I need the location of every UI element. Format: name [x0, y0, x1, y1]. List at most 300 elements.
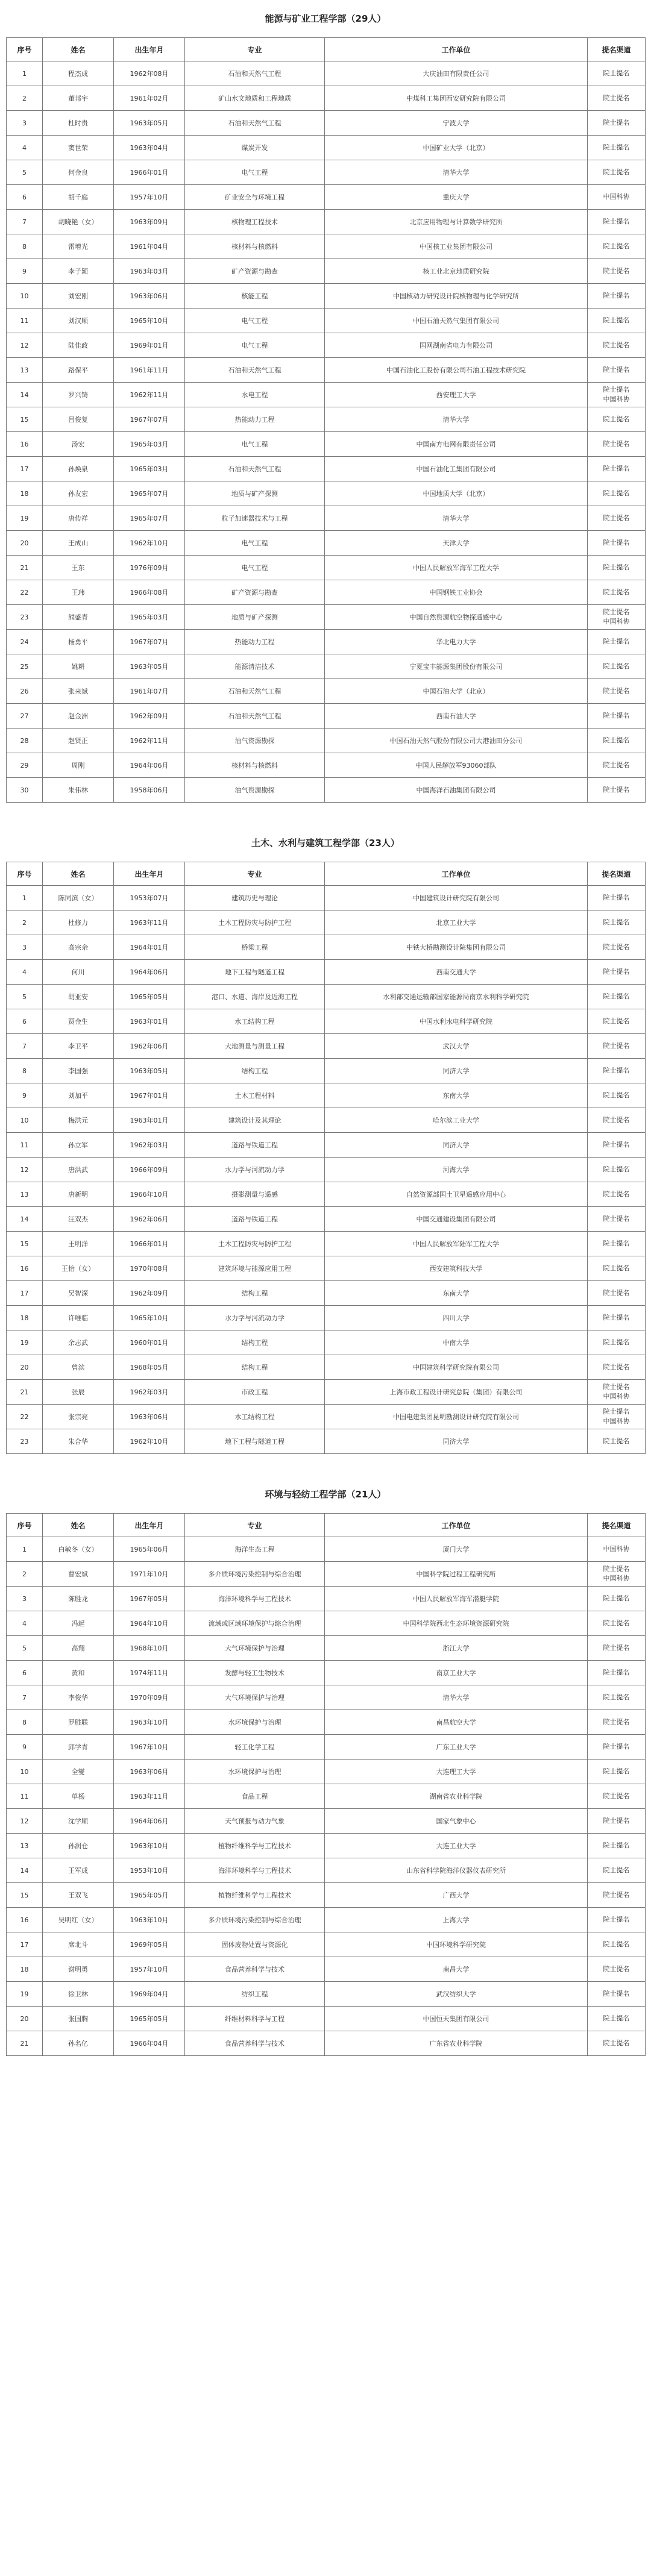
col-major: 石油和天然气工程 [185, 358, 325, 383]
col-employer: 水利部交通运输部国家能源局南京水利科学研究院 [325, 985, 588, 1009]
col-major: 热能动力工程 [185, 630, 325, 654]
col-index: 3 [7, 111, 43, 136]
col-index: 17 [7, 457, 43, 481]
col-name: 朱伟林 [43, 778, 114, 803]
col-index: 9 [7, 1735, 43, 1760]
col-name: 黄和 [43, 1661, 114, 1685]
table-row [7, 1133, 646, 1158]
col-birth: 1953年10月 [114, 1858, 185, 1883]
table-row [7, 432, 646, 457]
table-row [7, 1034, 646, 1059]
col-index: 1 [7, 61, 43, 86]
table-row [7, 531, 646, 556]
col-employer: 中国水利水电科学研究院 [325, 1009, 588, 1034]
table-row [7, 1611, 646, 1636]
col-major: 土木工程防灾与防护工程 [185, 1232, 325, 1256]
col-major: 电气工程 [185, 309, 325, 333]
col-name: 刘汉顺 [43, 309, 114, 333]
col-index: 9 [7, 259, 43, 284]
table-row [7, 136, 646, 160]
col-major: 油气资源勘探 [185, 729, 325, 753]
col-channel: 院士提名 [588, 86, 646, 111]
col-employer: 华北电力大学 [325, 630, 588, 654]
table-row [7, 1083, 646, 1108]
col-major: 食品工程 [185, 1784, 325, 1809]
col-channel: 院士提名 中国科协 [588, 1380, 646, 1405]
col-major: 矿业安全与环境工程 [185, 185, 325, 210]
table-row [7, 383, 646, 407]
col-employer: 中国建筑设计研究院有限公司 [325, 886, 588, 910]
col-birth: 1963年05月 [114, 1059, 185, 1083]
col-employer: 中国恒天集团有限公司 [325, 2007, 588, 2031]
col-index: 6 [7, 185, 43, 210]
table-row [7, 1182, 646, 1207]
col-channel: 院士提名 [588, 1108, 646, 1133]
col-index: 18 [7, 1306, 43, 1330]
table-header [7, 38, 646, 61]
table-row [7, 1587, 646, 1611]
table-row [7, 1537, 646, 1562]
col-index: 21 [7, 1380, 43, 1405]
col-name: 李卫平 [43, 1034, 114, 1059]
col-channel: 院士提名 [588, 333, 646, 358]
member-table [6, 862, 646, 1454]
col-channel: 院士提名 [588, 1932, 646, 1957]
col-employer: 上海市政工程设计研究总院（集团）有限公司 [325, 1380, 588, 1405]
col-birth: 1964年10月 [114, 1611, 185, 1636]
col-channel: 院士提名 [588, 985, 646, 1009]
column-header: 姓名 [43, 38, 114, 61]
table-row [7, 160, 646, 185]
col-birth: 1957年10月 [114, 1957, 185, 1982]
col-name: 陈胜龙 [43, 1587, 114, 1611]
table-row [7, 1834, 646, 1858]
table-row [7, 886, 646, 910]
col-channel: 院士提名 [588, 1182, 646, 1207]
col-channel: 院士提名 [588, 111, 646, 136]
col-channel: 院士提名 [588, 1710, 646, 1735]
col-name: 高宗余 [43, 935, 114, 960]
col-birth: 1963年10月 [114, 1908, 185, 1932]
col-name: 梅洪元 [43, 1108, 114, 1133]
col-major: 矿山水文地质和工程地质 [185, 86, 325, 111]
col-index: 10 [7, 1108, 43, 1133]
col-name: 单杨 [43, 1784, 114, 1809]
col-birth: 1962年08月 [114, 61, 185, 86]
col-name: 刘宏刚 [43, 284, 114, 309]
col-index: 25 [7, 654, 43, 679]
column-header: 序号 [7, 862, 43, 886]
col-name: 王成山 [43, 531, 114, 556]
section [0, 1476, 651, 2056]
table-row [7, 1281, 646, 1306]
col-index: 13 [7, 1834, 43, 1858]
col-channel: 院士提名 [588, 1330, 646, 1355]
table-row [7, 1685, 646, 1710]
col-major: 海洋环境科学与工程技术 [185, 1587, 325, 1611]
col-channel: 院士提名 [588, 729, 646, 753]
column-header: 工作单位 [325, 38, 588, 61]
section [0, 0, 651, 803]
col-name: 徐卫林 [43, 1982, 114, 2007]
member-table [6, 37, 646, 803]
section-title: 土木、水利与建筑工程学部（23人） [251, 838, 400, 848]
col-employer: 自然资源部国土卫星遥感应用中心 [325, 1182, 588, 1207]
col-birth: 1963年04月 [114, 136, 185, 160]
col-channel: 院士提名 [588, 1957, 646, 1982]
col-employer: 哈尔滨工业大学 [325, 1108, 588, 1133]
column-header: 出生年月 [114, 38, 185, 61]
col-channel: 院士提名 [588, 960, 646, 985]
col-major: 粒子加速器技术与工程 [185, 506, 325, 531]
col-index: 4 [7, 136, 43, 160]
col-employer: 中国交通建设集团有限公司 [325, 1207, 588, 1232]
col-birth: 1966年01月 [114, 1232, 185, 1256]
col-name: 唐洪武 [43, 1158, 114, 1182]
member-table [6, 1513, 646, 2056]
col-index: 2 [7, 86, 43, 111]
col-employer: 武汉纺织大学 [325, 1982, 588, 2007]
column-header: 专业 [185, 862, 325, 886]
col-index: 20 [7, 2007, 43, 2031]
col-birth: 1961年04月 [114, 234, 185, 259]
col-channel: 院士提名 [588, 407, 646, 432]
col-major: 油气资源勘探 [185, 778, 325, 803]
col-major: 建筑环境与能源应用工程 [185, 1256, 325, 1281]
col-birth: 1963年11月 [114, 1784, 185, 1809]
table-row [7, 1108, 646, 1133]
col-major: 道路与铁道工程 [185, 1207, 325, 1232]
col-major: 轻工化学工程 [185, 1735, 325, 1760]
col-major: 大地测量与测量工程 [185, 1034, 325, 1059]
col-name: 杜修力 [43, 910, 114, 935]
col-channel: 院士提名 [588, 1232, 646, 1256]
table-row [7, 2031, 646, 2056]
col-employer: 中铁大桥勘测设计院集团有限公司 [325, 935, 588, 960]
column-header: 工作单位 [325, 1514, 588, 1537]
col-employer: 东南大学 [325, 1083, 588, 1108]
col-index: 16 [7, 1256, 43, 1281]
col-employer: 南京工业大学 [325, 1661, 588, 1685]
col-birth: 1965年03月 [114, 432, 185, 457]
col-channel: 院士提名 [588, 1636, 646, 1661]
col-channel: 院士提名 [588, 1306, 646, 1330]
col-major: 桥梁工程 [185, 935, 325, 960]
section-title: 环境与轻纺工程学部（21人） [265, 1489, 386, 1500]
col-employer: 北京应用物理与计算数学研究所 [325, 210, 588, 234]
col-name: 贾金生 [43, 1009, 114, 1034]
col-employer: 浙江大学 [325, 1636, 588, 1661]
col-name: 王军成 [43, 1858, 114, 1883]
table-row [7, 1883, 646, 1908]
col-birth: 1962年06月 [114, 1034, 185, 1059]
col-channel: 院士提名 [588, 1281, 646, 1306]
col-index: 29 [7, 753, 43, 778]
col-index: 8 [7, 234, 43, 259]
col-birth: 1960年01月 [114, 1330, 185, 1355]
col-name: 刘加平 [43, 1083, 114, 1108]
col-index: 7 [7, 210, 43, 234]
col-name: 路保平 [43, 358, 114, 383]
col-name: 罗兴锜 [43, 383, 114, 407]
col-birth: 1964年06月 [114, 753, 185, 778]
col-employer: 中国人民解放军海军工程大学 [325, 556, 588, 580]
col-index: 9 [7, 1083, 43, 1108]
col-channel: 院士提名 [588, 1661, 646, 1685]
col-employer: 中煤科工集团西安研究院有限公司 [325, 86, 588, 111]
col-major: 电气工程 [185, 432, 325, 457]
col-index: 3 [7, 935, 43, 960]
col-birth: 1976年09月 [114, 556, 185, 580]
col-index: 15 [7, 1232, 43, 1256]
col-major: 食品营养科学与技术 [185, 2031, 325, 2056]
col-name: 张国胸 [43, 2007, 114, 2031]
table-row [7, 1858, 646, 1883]
col-name: 姚耕 [43, 654, 114, 679]
col-birth: 1966年01月 [114, 160, 185, 185]
col-channel: 院士提名 [588, 886, 646, 910]
col-employer: 中国地质大学（北京） [325, 481, 588, 506]
col-index: 19 [7, 1330, 43, 1355]
col-birth: 1963年10月 [114, 1834, 185, 1858]
col-birth: 1962年09月 [114, 1281, 185, 1306]
section-title: 能源与矿业工程学部（29人） [265, 13, 386, 24]
col-major: 发酵与轻工生物技术 [185, 1661, 325, 1685]
table-row [7, 960, 646, 985]
table-row [7, 309, 646, 333]
col-index: 27 [7, 704, 43, 729]
table-body [7, 1537, 646, 2056]
col-index: 10 [7, 1760, 43, 1784]
col-index: 22 [7, 580, 43, 605]
col-birth: 1962年03月 [114, 1380, 185, 1405]
col-index: 11 [7, 1784, 43, 1809]
col-employer: 西安建筑科技大学 [325, 1256, 588, 1281]
table-row [7, 1710, 646, 1735]
col-name: 董邦宇 [43, 86, 114, 111]
table-row [7, 111, 646, 136]
col-major: 水工结构工程 [185, 1405, 325, 1429]
col-channel: 院士提名 [588, 1256, 646, 1281]
col-birth: 1963年03月 [114, 259, 185, 284]
table-row [7, 1232, 646, 1256]
col-major: 道路与铁道工程 [185, 1133, 325, 1158]
section-spacer [0, 803, 651, 824]
col-major: 建筑历史与理论 [185, 886, 325, 910]
col-major: 核能工程 [185, 284, 325, 309]
table-row [7, 284, 646, 309]
col-name: 王双飞 [43, 1883, 114, 1908]
col-employer: 西安理工大学 [325, 383, 588, 407]
col-birth: 1965年05月 [114, 1883, 185, 1908]
col-employer: 中国石油大学（北京） [325, 679, 588, 704]
col-channel: 院士提名 [588, 935, 646, 960]
col-employer: 山东省科学院海洋仪器仪表研究所 [325, 1858, 588, 1883]
table-row [7, 1908, 646, 1932]
col-index: 19 [7, 1982, 43, 2007]
col-major: 石油和天然气工程 [185, 457, 325, 481]
col-major: 土木工程材料 [185, 1083, 325, 1108]
col-name: 邱学青 [43, 1735, 114, 1760]
col-employer: 西南交通大学 [325, 960, 588, 985]
col-birth: 1970年08月 [114, 1256, 185, 1281]
col-major: 电气工程 [185, 160, 325, 185]
col-channel: 院士提名 [588, 1982, 646, 2007]
col-employer: 中国科学院过程工程研究所 [325, 1562, 588, 1587]
col-employer: 国网湖南省电力有限公司 [325, 333, 588, 358]
col-channel: 院士提名 [588, 259, 646, 284]
col-major: 水工结构工程 [185, 1009, 325, 1034]
col-birth: 1967年07月 [114, 630, 185, 654]
col-major: 石油和天然气工程 [185, 704, 325, 729]
col-employer: 中国南方电网有限责任公司 [325, 432, 588, 457]
col-birth: 1963年06月 [114, 284, 185, 309]
col-channel: 中国科协 [588, 1537, 646, 1562]
col-index: 18 [7, 481, 43, 506]
col-name: 何川 [43, 960, 114, 985]
col-name: 雷增光 [43, 234, 114, 259]
col-index: 2 [7, 910, 43, 935]
col-employer: 同济大学 [325, 1059, 588, 1083]
col-major: 石油和天然气工程 [185, 61, 325, 86]
column-header: 姓名 [43, 862, 114, 886]
col-channel: 院士提名 [588, 1034, 646, 1059]
col-channel: 院士提名 [588, 432, 646, 457]
table-row [7, 1982, 646, 2007]
col-major: 大气环境保护与治理 [185, 1636, 325, 1661]
col-birth: 1967年01月 [114, 1083, 185, 1108]
col-employer: 大连理工大学 [325, 1760, 588, 1784]
col-name: 周刚 [43, 753, 114, 778]
col-birth: 1966年10月 [114, 1182, 185, 1207]
table-row [7, 1784, 646, 1809]
col-employer: 大连工业大学 [325, 1834, 588, 1858]
section-spacer [0, 1454, 651, 1476]
table-row [7, 2007, 646, 2031]
col-birth: 1969年04月 [114, 1982, 185, 2007]
col-employer: 中国建筑科学研究院有限公司 [325, 1355, 588, 1380]
col-birth: 1961年02月 [114, 86, 185, 111]
col-employer: 西南石油大学 [325, 704, 588, 729]
col-birth: 1963年11月 [114, 910, 185, 935]
col-index: 14 [7, 1207, 43, 1232]
col-index: 5 [7, 160, 43, 185]
col-major: 多介质环境污染控制与综合治理 [185, 1562, 325, 1587]
col-employer: 中国石油化工集团有限公司 [325, 457, 588, 481]
col-channel: 院士提名 [588, 1083, 646, 1108]
col-employer: 武汉大学 [325, 1034, 588, 1059]
table-row [7, 457, 646, 481]
col-birth: 1967年05月 [114, 1587, 185, 1611]
col-channel: 院士提名 [588, 1133, 646, 1158]
col-major: 流域或区域环境保护与综合治理 [185, 1611, 325, 1636]
col-channel: 院士提名 中国科协 [588, 1405, 646, 1429]
col-employer: 中国人民解放军陆军工程大学 [325, 1232, 588, 1256]
col-channel: 院士提名 [588, 556, 646, 580]
col-employer: 中国核工业集团有限公司 [325, 234, 588, 259]
col-name: 胡晓艳（女） [43, 210, 114, 234]
col-name: 陈同滨（女） [43, 886, 114, 910]
col-employer: 湖南省农业科学院 [325, 1784, 588, 1809]
col-index: 14 [7, 1858, 43, 1883]
col-channel: 院士提名 [588, 654, 646, 679]
col-index: 12 [7, 1158, 43, 1182]
col-employer: 中国矿业大学（北京） [325, 136, 588, 160]
col-birth: 1962年11月 [114, 383, 185, 407]
col-channel: 院士提名 [588, 1429, 646, 1454]
col-major: 电气工程 [185, 333, 325, 358]
col-index: 17 [7, 1281, 43, 1306]
col-birth: 1963年10月 [114, 1710, 185, 1735]
col-index: 19 [7, 506, 43, 531]
table-row [7, 1636, 646, 1661]
col-birth: 1962年11月 [114, 729, 185, 753]
col-channel: 院士提名 [588, 753, 646, 778]
col-birth: 1962年10月 [114, 531, 185, 556]
col-index: 28 [7, 729, 43, 753]
column-header: 序号 [7, 1514, 43, 1537]
col-major: 市政工程 [185, 1380, 325, 1405]
col-birth: 1969年05月 [114, 1932, 185, 1957]
col-birth: 1964年06月 [114, 960, 185, 985]
col-birth: 1968年10月 [114, 1636, 185, 1661]
col-index: 20 [7, 1355, 43, 1380]
col-birth: 1962年09月 [114, 704, 185, 729]
col-birth: 1962年03月 [114, 1133, 185, 1158]
col-employer: 河海大学 [325, 1158, 588, 1182]
table-row [7, 234, 646, 259]
col-name: 王东 [43, 556, 114, 580]
col-employer: 广东省农业科学院 [325, 2031, 588, 2056]
table-row [7, 407, 646, 432]
table-row [7, 1735, 646, 1760]
col-employer: 南昌航空大学 [325, 1710, 588, 1735]
col-birth: 1965年05月 [114, 985, 185, 1009]
col-channel: 院士提名 [588, 457, 646, 481]
table-row [7, 556, 646, 580]
col-name: 陆佳政 [43, 333, 114, 358]
col-channel: 院士提名 [588, 778, 646, 803]
col-major: 港口、水道、海岸及近海工程 [185, 985, 325, 1009]
col-name: 高翔 [43, 1636, 114, 1661]
table-row [7, 1429, 646, 1454]
col-major: 食品营养科学与技术 [185, 1957, 325, 1982]
table-body [7, 886, 646, 1454]
col-employer: 中国石油天然气集团有限公司 [325, 309, 588, 333]
col-name: 孙名亿 [43, 2031, 114, 2056]
col-name: 曾滨 [43, 1355, 114, 1380]
table-row [7, 1661, 646, 1685]
col-index: 16 [7, 432, 43, 457]
col-index: 7 [7, 1685, 43, 1710]
col-birth: 1962年06月 [114, 1207, 185, 1232]
col-birth: 1964年06月 [114, 1809, 185, 1834]
col-employer: 中国科学院西北生态环境资源研究院 [325, 1611, 588, 1636]
col-birth: 1963年05月 [114, 654, 185, 679]
col-major: 天气预报与动力气象 [185, 1809, 325, 1834]
col-birth: 1957年10月 [114, 185, 185, 210]
col-index: 8 [7, 1710, 43, 1735]
column-header: 序号 [7, 38, 43, 61]
col-index: 17 [7, 1932, 43, 1957]
col-name: 胡千庭 [43, 185, 114, 210]
col-major: 水电工程 [185, 383, 325, 407]
col-channel: 院士提名 [588, 630, 646, 654]
col-index: 13 [7, 1182, 43, 1207]
col-name: 王怡（女） [43, 1256, 114, 1281]
col-employer: 中国钢铁工业协会 [325, 580, 588, 605]
col-name: 窦世荣 [43, 136, 114, 160]
